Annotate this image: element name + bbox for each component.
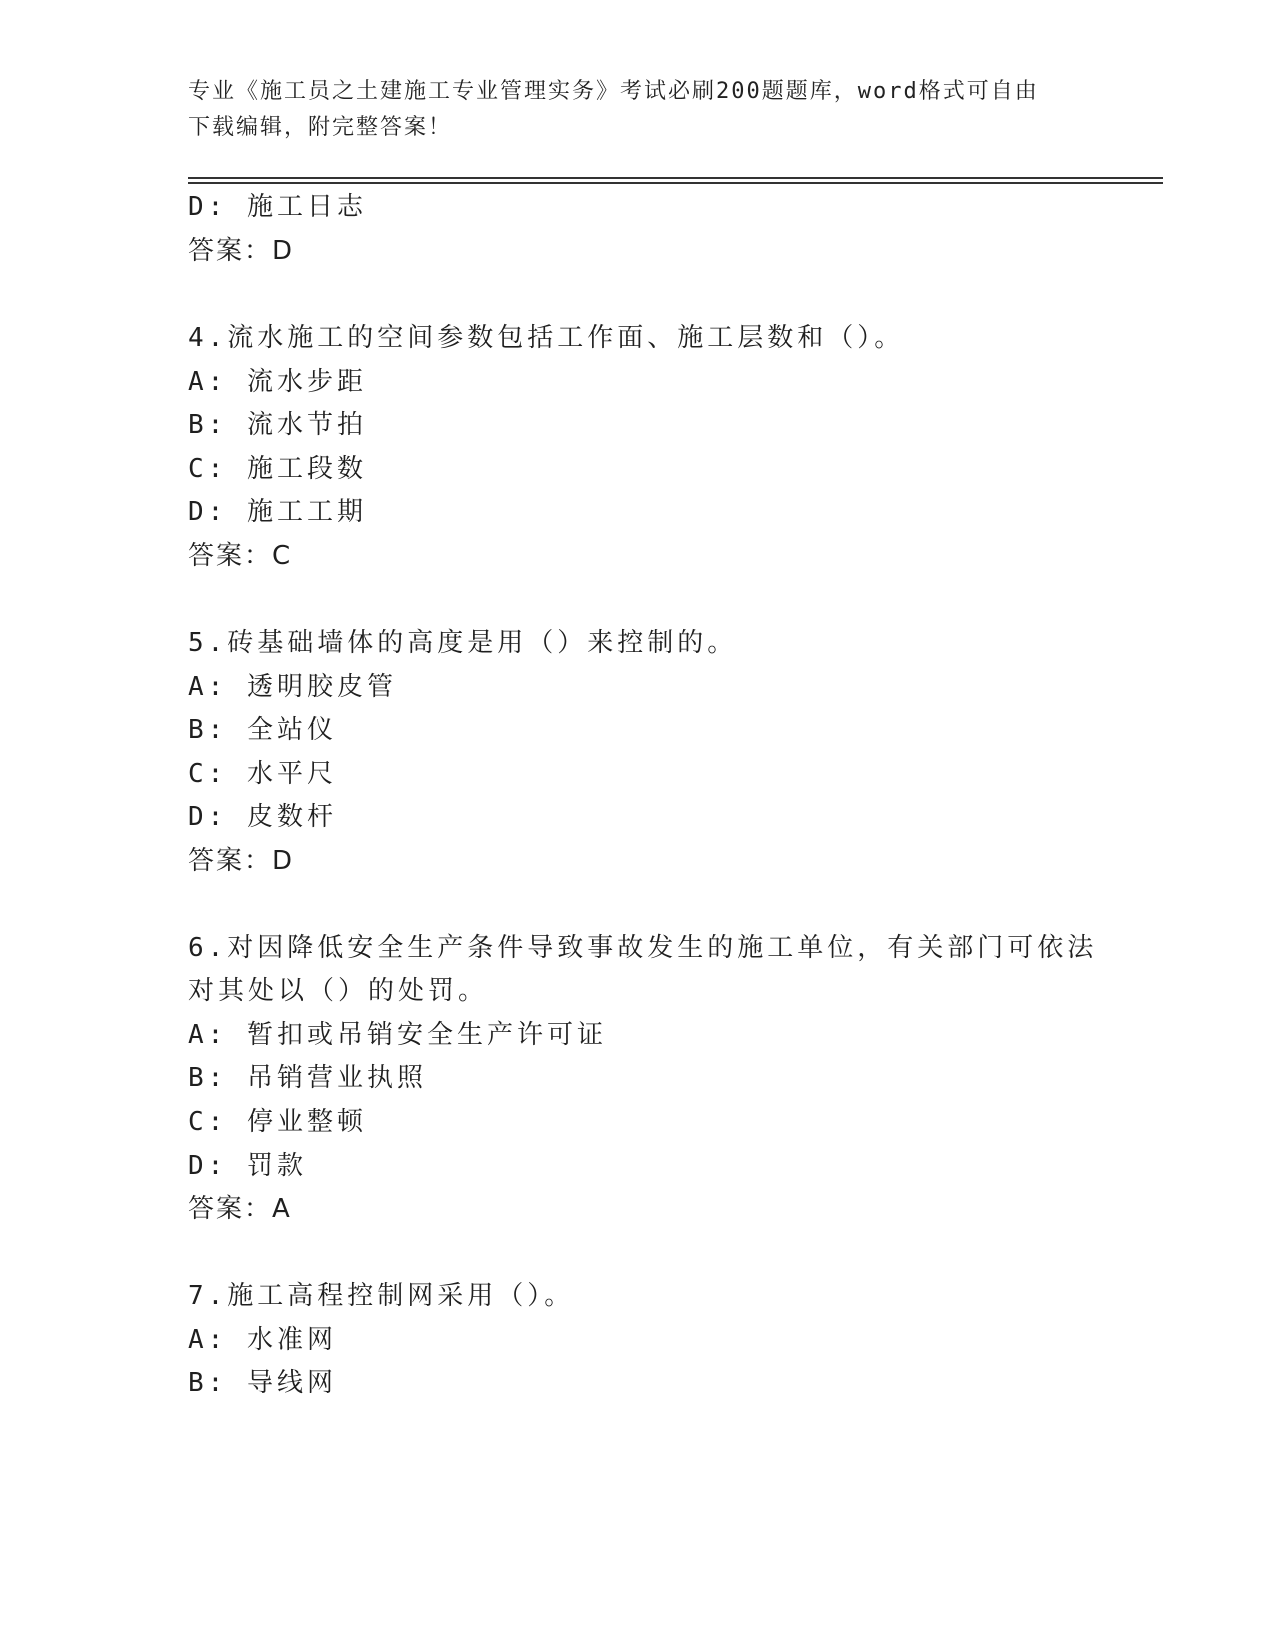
question-5-option-d: D: 皮数杆 xyxy=(188,802,337,832)
question-7-stem: 7.施工高程控制网采用（）。 xyxy=(188,1281,575,1311)
question-4-stem: 4.流水施工的空间参数包括工作面、施工层数和（）。 xyxy=(188,323,905,353)
header-line-1: 专业《施工员之土建施工专业管理实务》考试必刷200题题库，word格式可自由 xyxy=(188,79,1039,104)
question-5-option-b: B: 全站仪 xyxy=(188,715,337,745)
question-7-option-b: B: 导线网 xyxy=(188,1368,337,1398)
document-header xyxy=(188,74,1068,146)
header-line-2: 下载编辑，附完整答案！ xyxy=(188,115,453,140)
question-6-option-c: C: 停业整顿 xyxy=(188,1107,367,1137)
question-6-option-d: D: 罚款 xyxy=(188,1151,307,1181)
question-6-option-b: B: 吊销营业执照 xyxy=(188,1063,427,1093)
option-d-previous: D: 施工日志 xyxy=(188,192,367,222)
question-4-option-c: C: 施工段数 xyxy=(188,454,367,484)
question-6-stem-line-1: 6.对因降低安全生产条件导致事故发生的施工单位，有关部门可依法 xyxy=(188,933,1098,963)
header-divider-top xyxy=(188,177,1163,179)
question-5-answer: 答案：D xyxy=(188,846,295,876)
question-6-option-a: A: 暂扣或吊销安全生产许可证 xyxy=(188,1020,607,1050)
question-6-answer: 答案：A xyxy=(188,1194,292,1224)
question-4-answer: 答案：C xyxy=(188,541,293,571)
header-divider-bottom xyxy=(188,182,1163,184)
answer-previous: 答案：D xyxy=(188,236,295,266)
question-5-option-a: A: 透明胶皮管 xyxy=(188,672,397,702)
question-5-option-c: C: 水平尺 xyxy=(188,759,337,789)
question-7-option-a: A: 水准网 xyxy=(188,1325,337,1355)
question-4-option-b: B: 流水节拍 xyxy=(188,410,367,440)
question-4-option-a: A: 流水步距 xyxy=(188,367,367,397)
question-6-stem-line-2: 对其处以（）的处罚。 xyxy=(188,976,489,1006)
question-5-stem: 5.砖基础墙体的高度是用（）来控制的。 xyxy=(188,628,738,658)
question-4-option-d: D: 施工工期 xyxy=(188,497,367,527)
